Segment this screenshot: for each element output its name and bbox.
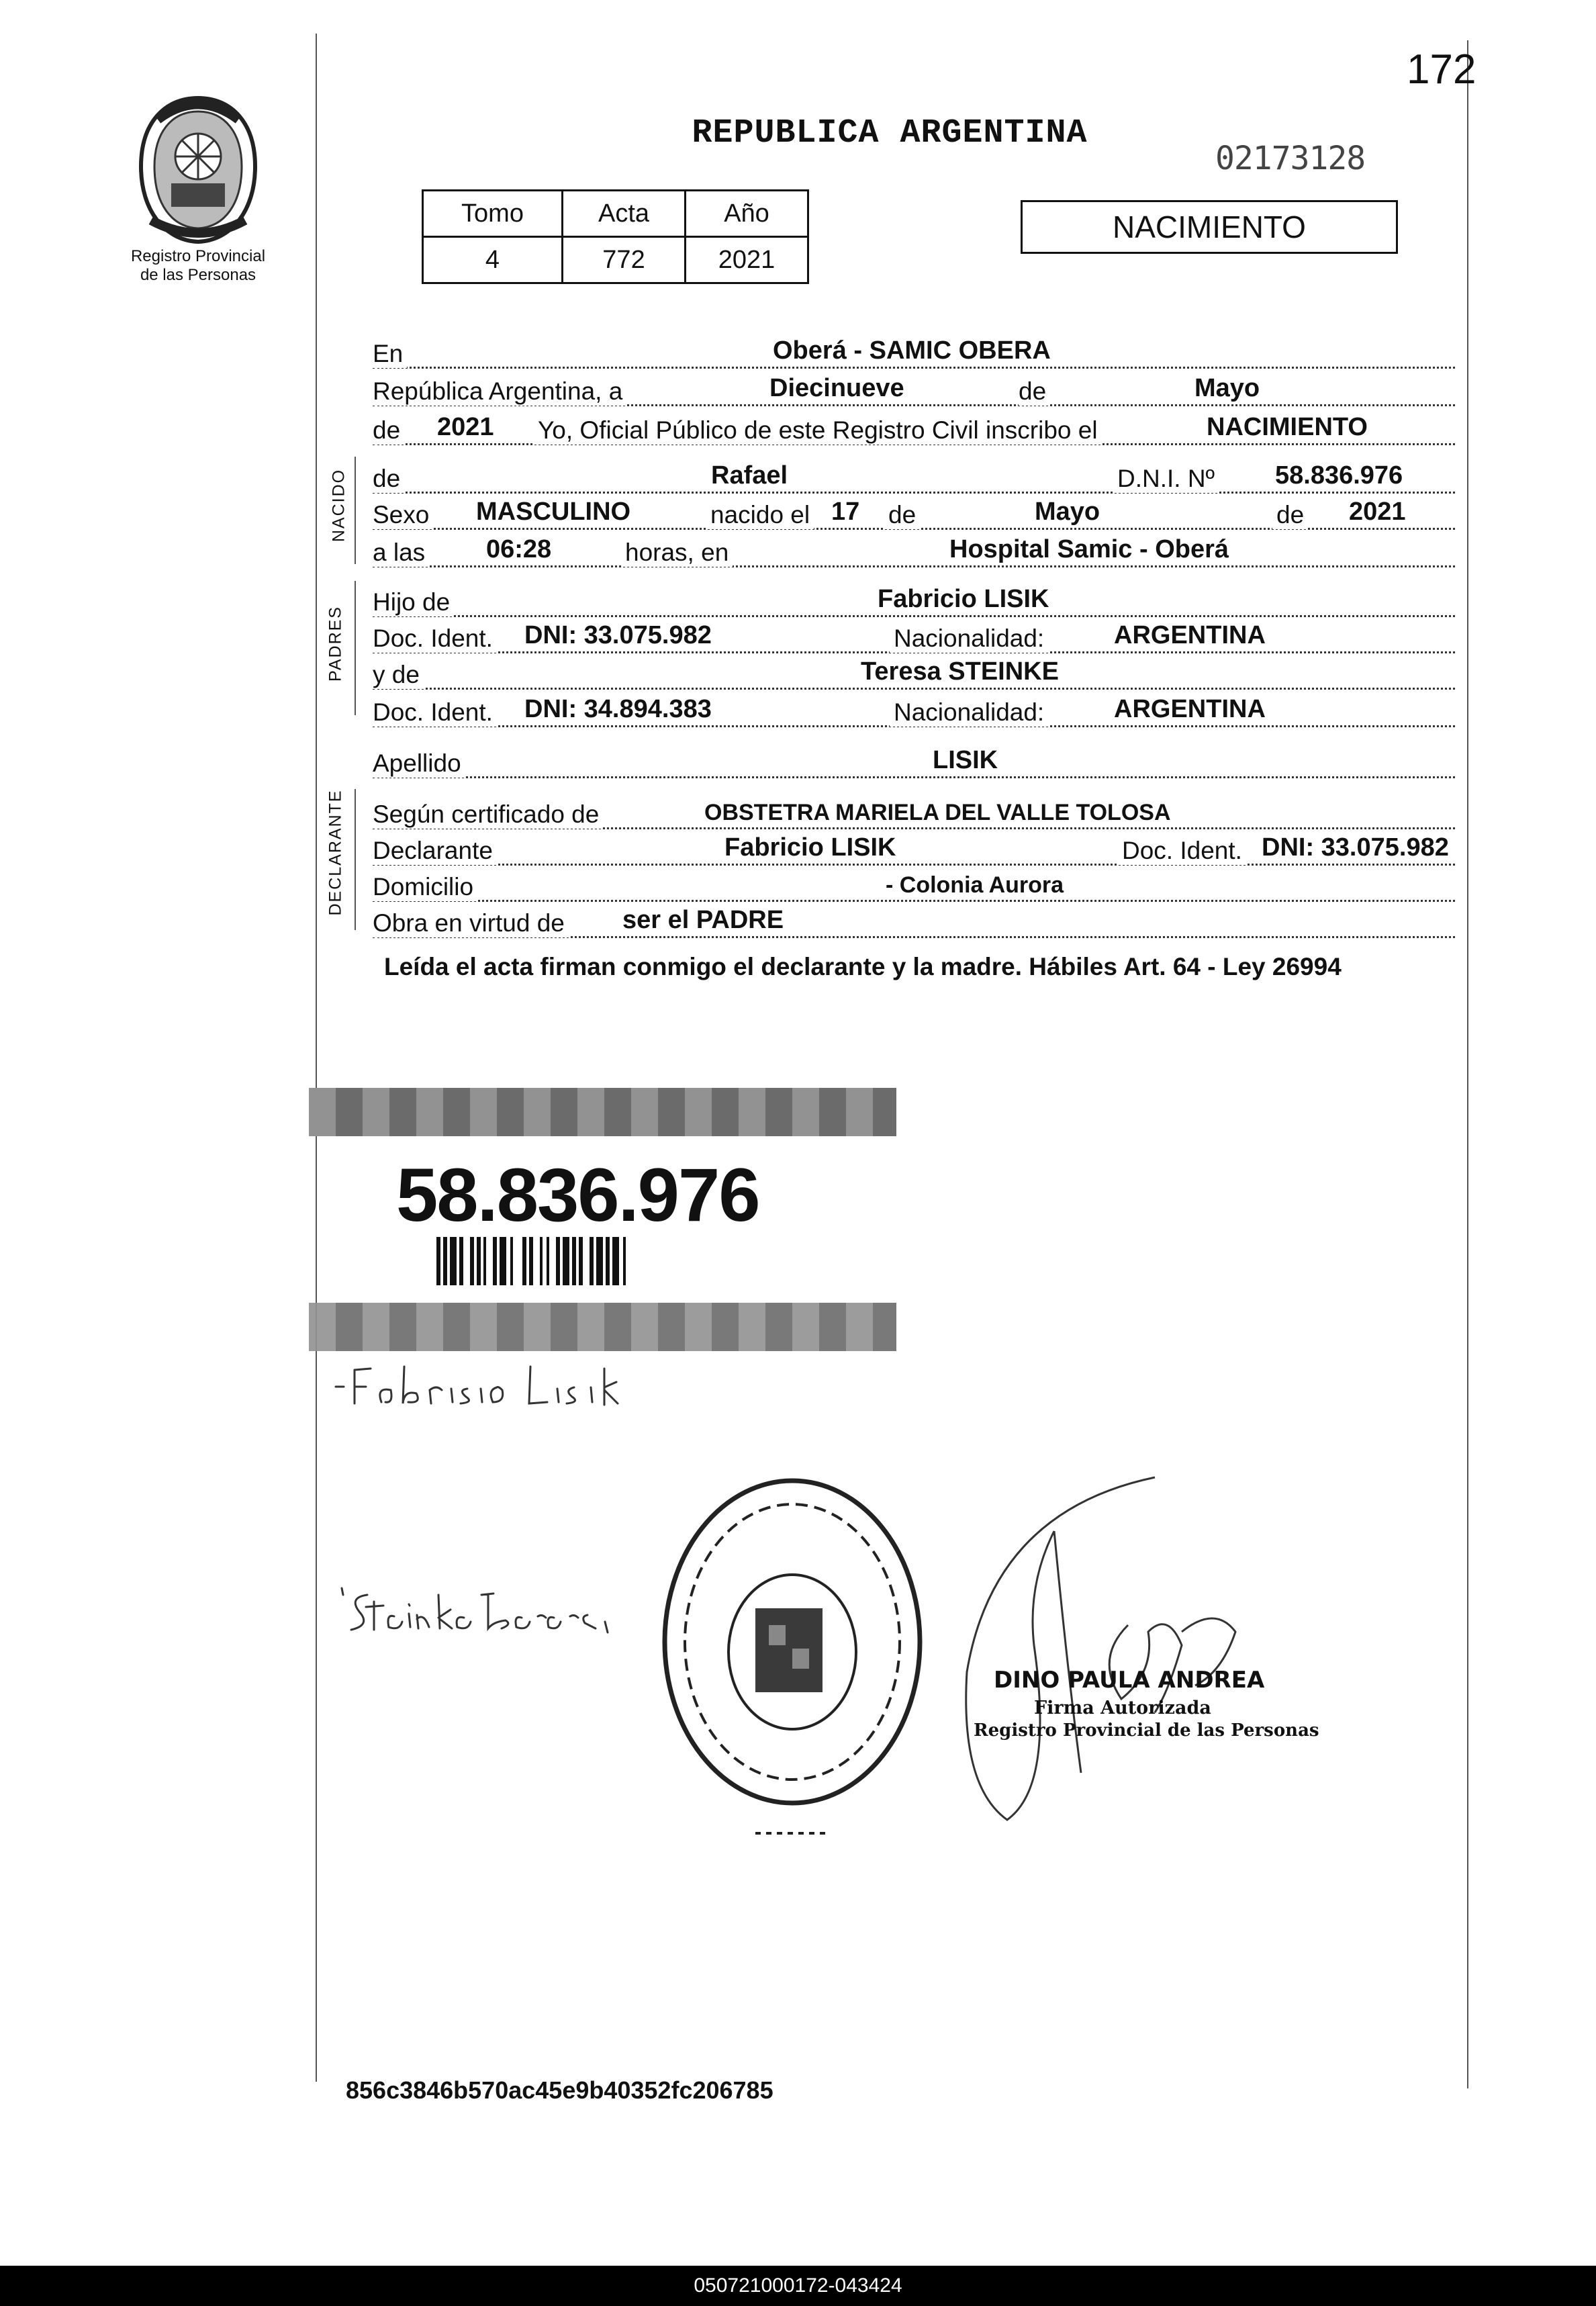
father-doc-label: Doc. Ident. bbox=[373, 625, 497, 653]
ano-value: 2021 bbox=[686, 237, 808, 283]
left-margin-line bbox=[316, 34, 317, 2082]
row-obra bbox=[373, 898, 1455, 938]
apellido-value: LISIK bbox=[930, 746, 1000, 775]
republica-label: República Argentina, a bbox=[373, 377, 626, 406]
row-madre bbox=[373, 650, 1455, 690]
sticker-dni-number: 58.836.976 bbox=[396, 1153, 759, 1237]
official-seal-stamp bbox=[655, 1471, 937, 1847]
barcode-bar bbox=[486, 1237, 493, 1285]
nacido-label: nacido el bbox=[706, 501, 814, 529]
padres-side-label: PADRES bbox=[326, 606, 345, 682]
barcode-bar bbox=[533, 1237, 540, 1285]
dni-label: D.N.I. Nº bbox=[1113, 465, 1219, 493]
birth-year: 2021 bbox=[1346, 498, 1409, 526]
father-nationality: ARGENTINA bbox=[1111, 621, 1268, 650]
mother-handwritten-signature bbox=[332, 1575, 628, 1649]
registration-value-row bbox=[423, 237, 808, 283]
barcode-bar bbox=[612, 1237, 619, 1285]
time-value: 06:28 bbox=[483, 535, 554, 564]
day-value: Diecinueve bbox=[767, 374, 907, 403]
apellido-label: Apellido bbox=[373, 749, 465, 778]
declarante-doc-label: Doc. Ident. bbox=[1118, 837, 1246, 865]
row-domicilio bbox=[373, 862, 1455, 902]
de-label: de bbox=[1019, 377, 1050, 406]
barcode-bar bbox=[463, 1237, 470, 1285]
row-hora bbox=[373, 528, 1455, 567]
acta-header: Acta bbox=[563, 191, 686, 237]
closing-statement: Leída el acta firman conmigo el declarante y la madre. Hábiles Art. 64 - Ley 26994 bbox=[384, 953, 1342, 980]
barcode-bar bbox=[626, 1237, 630, 1285]
row-apellido bbox=[373, 739, 1455, 778]
alas-label: a las bbox=[373, 539, 429, 567]
sticker-bottom-band bbox=[309, 1303, 896, 1351]
serial-number-stamp: 02173128 bbox=[1215, 140, 1366, 177]
oficial-text: Yo, Oficial Público de este Registro Civil inscribo el bbox=[534, 416, 1102, 445]
yde-label: y de bbox=[373, 661, 424, 689]
declarante-side-label: DECLARANTE bbox=[326, 789, 345, 916]
acta-value: 772 bbox=[563, 237, 686, 283]
declarante-label: Declarante bbox=[373, 837, 497, 865]
birth-day: 17 bbox=[829, 498, 862, 526]
barcode-bar bbox=[563, 1237, 569, 1285]
barcode-bar bbox=[549, 1237, 556, 1285]
obra-value: ser el PADRE bbox=[620, 906, 786, 935]
place-value: Hospital Samic - Oberá bbox=[947, 535, 1231, 564]
father-name: Fabricio LISIK bbox=[875, 585, 1051, 614]
nacido-bracket bbox=[355, 457, 356, 564]
hijo-label: Hijo de bbox=[373, 588, 454, 616]
domicilio-label: Domicilio bbox=[373, 873, 477, 901]
en-value: Oberá - SAMIC OBERA bbox=[770, 336, 1053, 365]
row-hijo bbox=[373, 578, 1455, 617]
name-value: Rafael bbox=[708, 461, 790, 490]
barcode-bar bbox=[500, 1237, 506, 1285]
mother-doc: DNI: 34.894.383 bbox=[522, 695, 714, 724]
official-role-registry: Registro Provincial de las Personas bbox=[974, 1720, 1319, 1741]
obra-label: Obra en virtud de bbox=[373, 909, 569, 937]
row-declarante bbox=[373, 826, 1455, 866]
year-de-label: de bbox=[373, 416, 404, 445]
mother-name: Teresa STEINKE bbox=[858, 657, 1062, 686]
mother-doc-label: Doc. Ident. bbox=[373, 698, 497, 727]
tomo-value: 4 bbox=[423, 237, 563, 283]
nombre-de-label: de bbox=[373, 465, 404, 493]
registry-caption bbox=[101, 247, 295, 285]
sexo-value: MASCULINO bbox=[473, 498, 633, 526]
registry-caption-line2: de las Personas bbox=[140, 266, 256, 284]
year-value: 2021 bbox=[434, 413, 497, 442]
row-segun bbox=[373, 790, 1455, 829]
footer-code-bar: 050721000172-043424 bbox=[0, 2266, 1596, 2306]
dni-barcode-sticker bbox=[309, 1088, 896, 1343]
official-name: DINO PAULA ANDREA bbox=[994, 1667, 1265, 1694]
tomo-header: Tomo bbox=[423, 191, 563, 237]
en-label: En bbox=[373, 340, 407, 368]
row-year bbox=[373, 406, 1455, 445]
father-nationality-label: Nacionalidad: bbox=[890, 625, 1048, 653]
birth-month: Mayo bbox=[1032, 498, 1102, 526]
declarante-bracket bbox=[355, 789, 356, 930]
document-hash: 856c3846b570ac45e9b40352fc206785 bbox=[346, 2076, 773, 2104]
inscribe-value: NACIMIENTO bbox=[1204, 413, 1370, 442]
barcode-bar bbox=[513, 1237, 522, 1285]
segun-label: Según certificado de bbox=[373, 800, 603, 829]
sticker-top-band bbox=[309, 1088, 896, 1136]
mother-nationality: ARGENTINA bbox=[1111, 695, 1268, 724]
birth-de-label: de bbox=[884, 501, 920, 529]
barcode-bars bbox=[436, 1237, 630, 1285]
row-en bbox=[373, 329, 1455, 369]
domicilio-value: - Colonia Aurora bbox=[883, 872, 1066, 898]
official-role-authorized: Firma Autorizada bbox=[1034, 1698, 1211, 1718]
declarante-doc: DNI: 33.075.982 bbox=[1259, 833, 1452, 862]
month-value: Mayo bbox=[1192, 374, 1262, 403]
padres-bracket bbox=[355, 581, 356, 715]
right-margin-line bbox=[1467, 40, 1468, 2088]
ano-header: Año bbox=[686, 191, 808, 237]
horas-label: horas, en bbox=[621, 539, 733, 567]
barcode-bar bbox=[596, 1237, 603, 1285]
declarante-value: Fabricio LISIK bbox=[722, 833, 898, 862]
registration-table bbox=[422, 189, 809, 284]
father-handwritten-signature bbox=[329, 1350, 678, 1424]
row-nombre bbox=[373, 454, 1455, 494]
official-signature-scrawl bbox=[953, 1471, 1329, 1833]
dni-value: 58.836.976 bbox=[1272, 461, 1405, 490]
registration-header-row bbox=[423, 191, 808, 237]
barcode-bar bbox=[450, 1237, 457, 1285]
acta-type-box: NACIMIENTO bbox=[1021, 200, 1398, 254]
birth-year-de-label: de bbox=[1272, 501, 1308, 529]
row-sexo bbox=[373, 490, 1455, 530]
father-doc: DNI: 33.075.982 bbox=[522, 621, 714, 650]
row-mother-doc bbox=[373, 688, 1455, 727]
misiones-coat-of-arms-logo bbox=[131, 93, 265, 247]
sexo-label: Sexo bbox=[373, 501, 433, 529]
page-number: 172 bbox=[1407, 46, 1476, 93]
barcode-bar bbox=[583, 1237, 590, 1285]
document-title: REPUBLICA ARGENTINA bbox=[692, 114, 1088, 152]
row-fecha bbox=[373, 367, 1455, 406]
registry-caption-line1: Registro Provincial bbox=[130, 247, 266, 265]
mother-nationality-label: Nacionalidad: bbox=[890, 698, 1048, 727]
segun-value: OBSTETRA MARIELA DEL VALLE TOLOSA bbox=[702, 800, 1174, 826]
nacido-side-label: NACIDO bbox=[329, 468, 348, 543]
row-father-doc bbox=[373, 614, 1455, 653]
